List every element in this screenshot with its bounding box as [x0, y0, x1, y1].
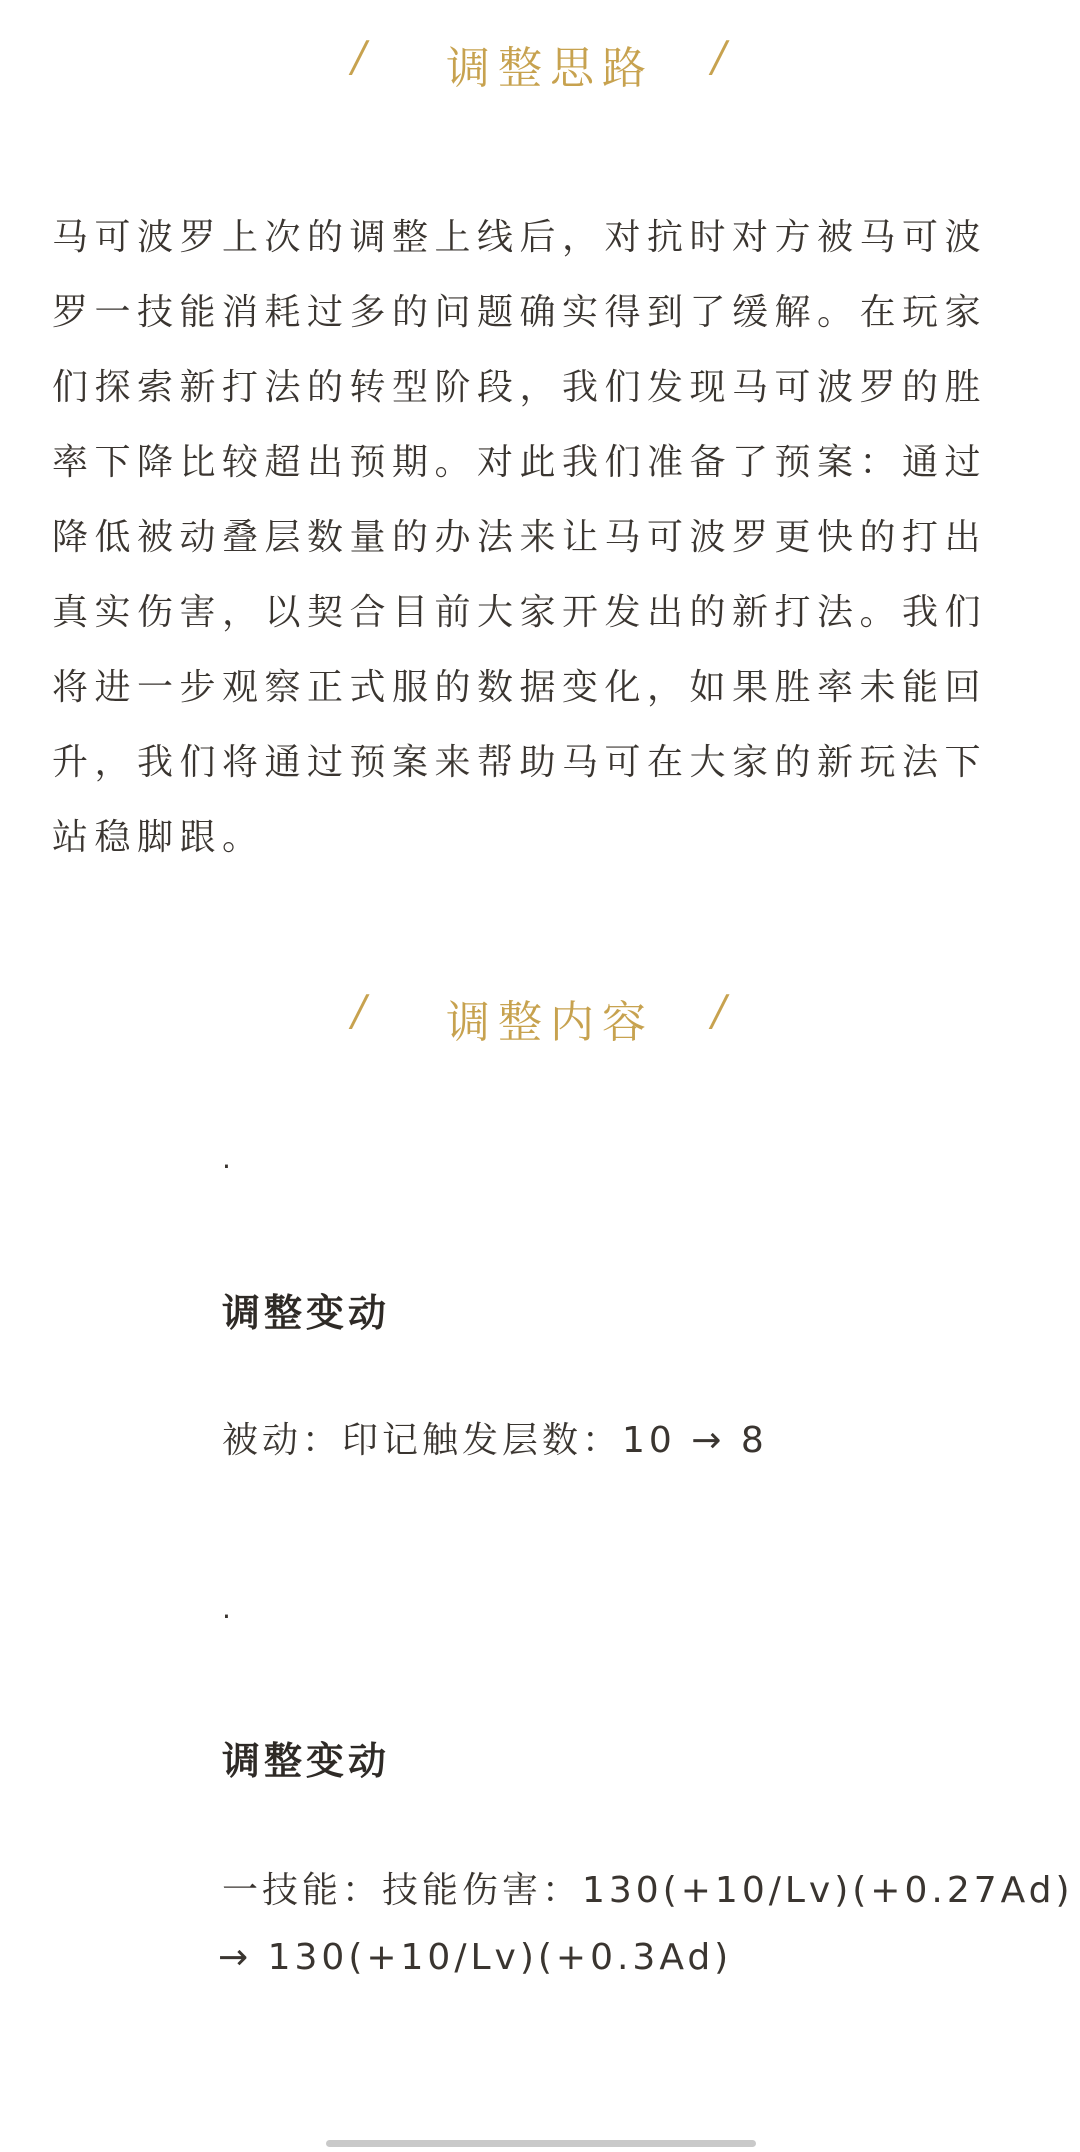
change-title: 调整变动	[222, 1291, 391, 1335]
change-bullet: ·	[222, 1600, 231, 1633]
decorative-slash-right: /	[712, 986, 733, 1035]
rationale-paragraph: 马可波罗上次的调整上线后，对抗时对方被马可波罗一技能消耗过多的问题确实得到了缓解。在玩家们探索新打法的转型阶段，我们发现马可波罗的胜率下降比较超出预期。对此我们准备了预案：通过降低被动叠层数量的办法来让马可波罗更快的打出真实伤害，以契合目前大家开发出的新打法。我们将进一步观察正式服的数据变化，如果胜率未能回升，我们将通过预案来帮助马可在大家的新玩法下站稳脚跟。	[52, 217, 988, 858]
decorative-slash-right: /	[712, 32, 733, 81]
section-title: 调整内容	[446, 997, 654, 1048]
section-title: 调整思路	[446, 43, 654, 94]
change-bullet: ·	[222, 1150, 231, 1183]
change-detail-line: 一技能：技能伤害：130(+10/Lv)(+0.27Ad)	[222, 1870, 1074, 1911]
section-header-adjustment-rationale	[0, 24, 1080, 94]
change-detail-line: → 130(+10/Lv)(+0.3Ad)	[218, 1937, 733, 1978]
decorative-slash-left: /	[352, 32, 373, 81]
change-title: 调整变动	[222, 1739, 391, 1783]
scroll-indicator[interactable]	[326, 2140, 756, 2147]
section-header-adjustment-content	[0, 978, 1080, 1048]
decorative-slash-left: /	[352, 986, 373, 1035]
change-detail-line: 被动：印记触发层数：10 → 8	[222, 1420, 768, 1461]
